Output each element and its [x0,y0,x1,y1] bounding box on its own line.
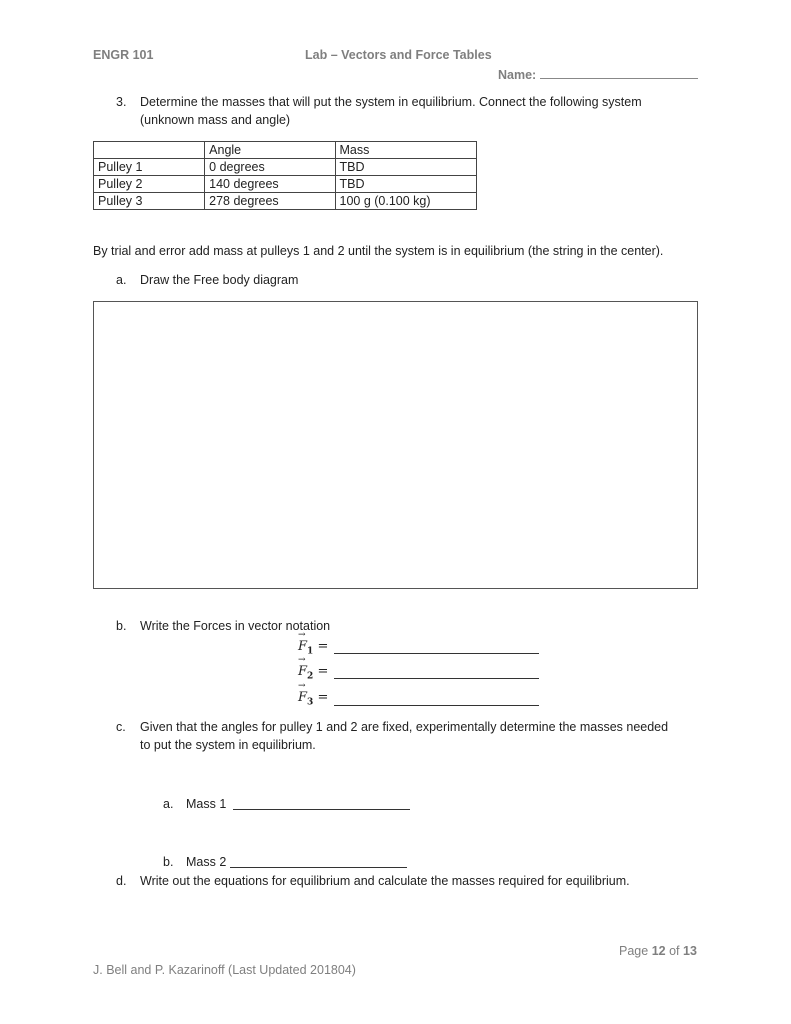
name-blank[interactable] [540,66,698,79]
name-label: Name: [498,68,537,82]
table-row [94,159,477,176]
course-code: ENGR 101 [93,48,154,62]
force-2-blank[interactable] [334,666,539,679]
question-number: 3. [116,95,127,109]
mass-cell: TBD [335,159,476,176]
force-1-blank[interactable] [334,641,539,654]
force-symbol: → F [298,690,307,705]
instruction-text: By trial and error add mass at pulleys 1 and 2 until the system is in equilibrium (the string in the center). [93,244,664,258]
mass-1-blank[interactable] [233,797,410,810]
part-c-text-line2: to put the system in equilibrium. [140,738,316,752]
force-symbol: → F [298,664,307,679]
force-symbol: → F [298,639,307,654]
page-prefix: Page [619,944,649,958]
part-a-text: Draw the Free body diagram [140,273,299,287]
part-d-label: d. [116,874,127,888]
table-header-cell [94,142,205,159]
force-subscript: 2 [307,671,314,682]
table-header-angle: Angle [205,142,335,159]
mass-1-label: Mass 1 [186,797,227,811]
mass-cell: 100 g (0.100 kg) [335,193,476,210]
table-header-row [94,142,477,159]
part-b-label: b. [116,619,127,633]
name-field [498,66,698,82]
equals-sign: = [317,664,329,679]
free-body-diagram-box[interactable] [93,301,698,589]
page-total: 13 [683,944,697,958]
mass-cell: TBD [335,176,476,193]
force-2-equation [298,664,328,682]
part-c-label: c. [116,720,126,734]
mass-2-label-number: b. [163,855,174,869]
force-1-equation [298,639,328,657]
question-text-line2: (unknown mass and angle) [140,113,291,127]
page-number [619,944,697,958]
mass-1-label-number: a. [163,797,174,811]
part-a-label: a. [116,273,127,287]
mass-2-label: Mass 2 [186,855,227,869]
lab-title: Lab – Vectors and Force Tables [305,48,492,62]
angle-cell: 0 degrees [205,159,335,176]
angle-cell: 140 degrees [205,176,335,193]
force-3-blank[interactable] [334,693,539,706]
pulley-cell: Pulley 2 [94,176,205,193]
pulley-cell: Pulley 3 [94,193,205,210]
part-d-text: Write out the equations for equilibrium and calculate the masses required for equilibrium. [140,874,630,888]
table-row [94,176,477,193]
equals-sign: = [317,690,329,705]
part-b-text: Write the Forces in vector notation [140,619,331,633]
pulley-cell: Pulley 1 [94,159,205,176]
pulley-table [93,141,477,210]
part-c-text-line1: Given that the angles for pulley 1 and 2 are fixed, experimentally determine the masses needed [140,720,669,734]
mass-2-blank[interactable] [230,855,407,868]
footer-credits: J. Bell and P. Kazarinoff (Last Updated 201804) [93,963,356,977]
page-current: 12 [651,944,666,958]
page-of: of [669,944,680,958]
equals-sign: = [317,639,329,654]
force-3-equation [298,690,328,708]
force-subscript: 1 [307,646,314,657]
table-header-mass: Mass [335,142,476,159]
table-row [94,193,477,210]
force-subscript: 3 [307,697,314,708]
angle-cell: 278 degrees [205,193,335,210]
question-text-line1: Determine the masses that will put the system in equilibrium. Connect the following system [140,95,642,109]
